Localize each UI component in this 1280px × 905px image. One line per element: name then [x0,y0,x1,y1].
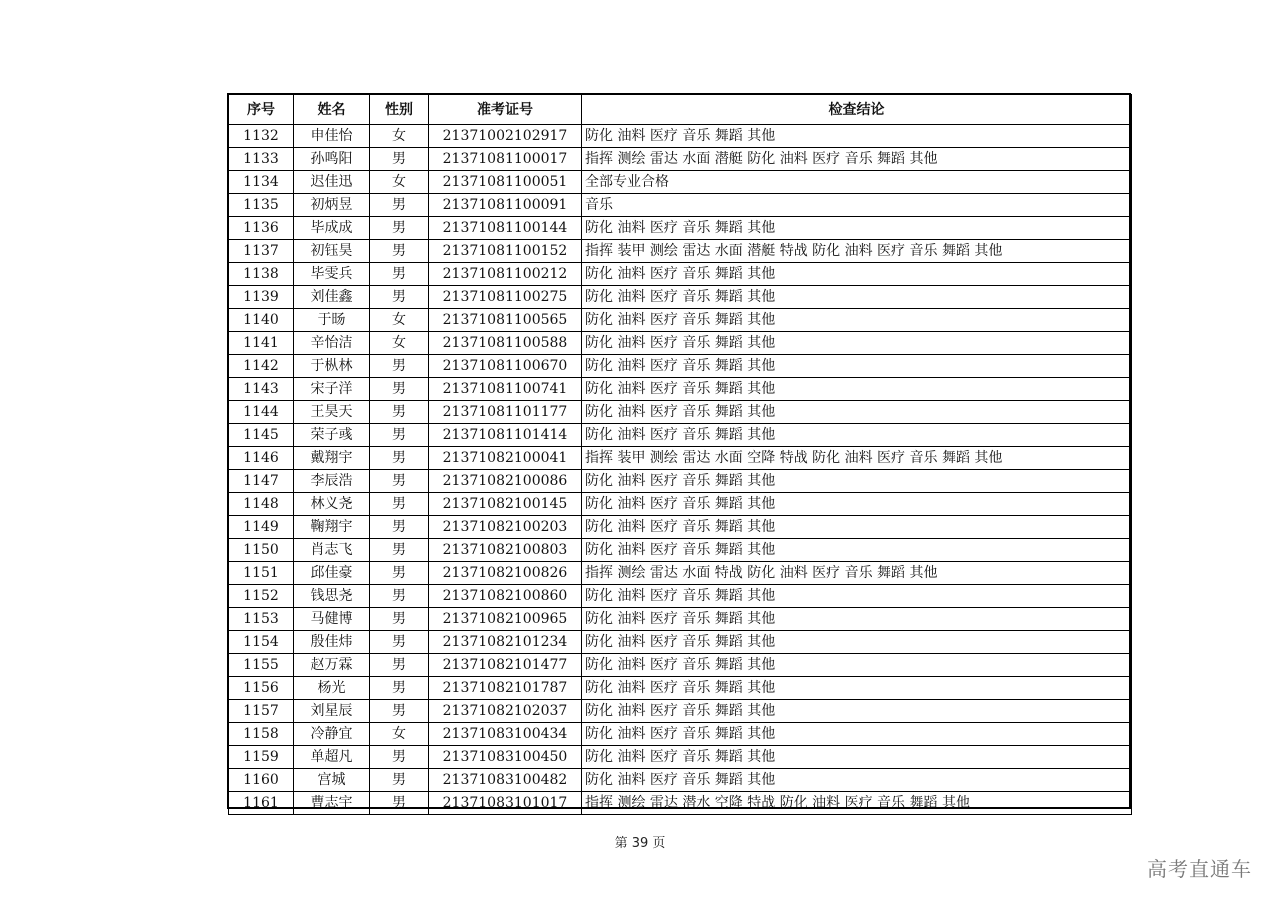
row-index: 1151 [229,562,294,585]
row-index: 1134 [229,171,294,194]
row-exam-id: 21371081101414 [429,424,582,447]
row-name: 孙鸣阳 [294,148,370,171]
row-index: 1152 [229,585,294,608]
row-exam-id: 21371081100741 [429,378,582,401]
row-index: 1143 [229,378,294,401]
table-row [229,355,1132,378]
row-index: 1139 [229,286,294,309]
row-index: 1156 [229,677,294,700]
row-gender: 男 [370,539,429,562]
table-row [229,194,1132,217]
row-conclusion: 防化 油料 医疗 音乐 舞蹈 其他 [582,631,1132,654]
row-conclusion: 防化 油料 医疗 音乐 舞蹈 其他 [582,585,1132,608]
table-row [229,792,1132,815]
row-name: 殷佳炜 [294,631,370,654]
table-row [229,562,1132,585]
row-name: 赵万霖 [294,654,370,677]
row-gender: 女 [370,125,429,148]
row-exam-id: 21371082101234 [429,631,582,654]
row-exam-id: 21371083100450 [429,746,582,769]
row-conclusion: 防化 油料 医疗 音乐 舞蹈 其他 [582,332,1132,355]
row-conclusion: 防化 油料 医疗 音乐 舞蹈 其他 [582,125,1132,148]
row-exam-id: 21371082100826 [429,562,582,585]
row-gender: 女 [370,171,429,194]
row-index: 1153 [229,608,294,631]
row-gender: 男 [370,424,429,447]
row-name: 王昊天 [294,401,370,424]
row-gender: 男 [370,677,429,700]
row-exam-id: 21371082102037 [429,700,582,723]
row-gender: 男 [370,240,429,263]
row-exam-id: 21371082100965 [429,608,582,631]
row-name: 肖志飞 [294,539,370,562]
table-row [229,723,1132,746]
table-row [229,148,1132,171]
row-name: 戴翔宇 [294,447,370,470]
row-index: 1146 [229,447,294,470]
row-conclusion: 防化 油料 医疗 音乐 舞蹈 其他 [582,263,1132,286]
row-index: 1138 [229,263,294,286]
table-row [229,516,1132,539]
table-row [229,493,1132,516]
row-index: 1141 [229,332,294,355]
row-gender: 男 [370,792,429,815]
table-row [229,539,1132,562]
row-index: 1137 [229,240,294,263]
row-name: 刘佳鑫 [294,286,370,309]
row-gender: 男 [370,401,429,424]
row-index: 1147 [229,470,294,493]
table-row [229,401,1132,424]
row-index: 1148 [229,493,294,516]
row-name: 初炳昱 [294,194,370,217]
row-exam-id: 21371083100434 [429,723,582,746]
row-gender: 男 [370,263,429,286]
row-name: 冷静宜 [294,723,370,746]
row-conclusion: 音乐 [582,194,1132,217]
row-index: 1158 [229,723,294,746]
row-conclusion: 防化 油料 医疗 音乐 舞蹈 其他 [582,470,1132,493]
row-conclusion: 防化 油料 医疗 音乐 舞蹈 其他 [582,217,1132,240]
row-exam-id: 21371081100275 [429,286,582,309]
row-conclusion: 防化 油料 医疗 音乐 舞蹈 其他 [582,654,1132,677]
row-index: 1157 [229,700,294,723]
row-conclusion: 防化 油料 医疗 音乐 舞蹈 其他 [582,309,1132,332]
row-exam-id: 21371082101787 [429,677,582,700]
table-row [229,654,1132,677]
row-name: 荣子彧 [294,424,370,447]
header-conclusion: 检查结论 [582,95,1132,125]
table-row [229,217,1132,240]
row-conclusion: 防化 油料 医疗 音乐 舞蹈 其他 [582,355,1132,378]
row-name: 宫城 [294,769,370,792]
row-gender: 女 [370,332,429,355]
table-row [229,332,1132,355]
page-number: 第 39 页 [614,836,666,851]
header-exam-id: 准考证号 [429,95,582,125]
row-gender: 男 [370,516,429,539]
row-gender: 男 [370,217,429,240]
row-gender: 男 [370,355,429,378]
table-row [229,171,1132,194]
row-name: 钱思尧 [294,585,370,608]
row-name: 于旸 [294,309,370,332]
row-gender: 男 [370,769,429,792]
row-gender: 男 [370,447,429,470]
row-index: 1145 [229,424,294,447]
row-index: 1140 [229,309,294,332]
table-row [229,125,1132,148]
row-name: 马健博 [294,608,370,631]
row-exam-id: 21371081100017 [429,148,582,171]
row-gender: 男 [370,654,429,677]
row-exam-id: 21371081100152 [429,240,582,263]
row-name: 毕雯兵 [294,263,370,286]
row-name: 单超凡 [294,746,370,769]
row-gender: 男 [370,746,429,769]
header-name: 姓名 [294,95,370,125]
row-name: 宋子洋 [294,378,370,401]
row-conclusion: 防化 油料 医疗 音乐 舞蹈 其他 [582,539,1132,562]
row-name: 于枞林 [294,355,370,378]
row-index: 1160 [229,769,294,792]
row-gender: 男 [370,585,429,608]
row-conclusion: 指挥 测绘 雷达 水面 潜艇 防化 油料 医疗 音乐 舞蹈 其他 [582,148,1132,171]
row-index: 1132 [229,125,294,148]
row-exam-id: 21371082100860 [429,585,582,608]
row-name: 迟佳迅 [294,171,370,194]
row-exam-id: 21371082100086 [429,470,582,493]
row-gender: 男 [370,493,429,516]
table-row [229,378,1132,401]
row-name: 邱佳豪 [294,562,370,585]
table-row [229,424,1132,447]
row-exam-id: 21371082100145 [429,493,582,516]
header-gender: 性别 [370,95,429,125]
row-index: 1154 [229,631,294,654]
row-index: 1159 [229,746,294,769]
row-conclusion: 防化 油料 医疗 音乐 舞蹈 其他 [582,746,1132,769]
row-gender: 男 [370,562,429,585]
table-row [229,700,1132,723]
row-conclusion: 指挥 装甲 测绘 雷达 水面 潜艇 特战 防化 油料 医疗 音乐 舞蹈 其他 [582,240,1132,263]
row-conclusion: 防化 油料 医疗 音乐 舞蹈 其他 [582,424,1132,447]
table-body [229,125,1132,815]
row-conclusion: 防化 油料 医疗 音乐 舞蹈 其他 [582,286,1132,309]
header-index: 序号 [229,95,294,125]
table-row [229,746,1132,769]
row-gender: 男 [370,700,429,723]
row-exam-id: 21371081100144 [429,217,582,240]
row-index: 1161 [229,792,294,815]
table-row [229,240,1132,263]
row-name: 李辰浩 [294,470,370,493]
row-name: 鞠翔宇 [294,516,370,539]
table-row [229,309,1132,332]
row-conclusion: 防化 油料 医疗 音乐 舞蹈 其他 [582,700,1132,723]
row-conclusion: 指挥 测绘 雷达 潜水 空降 特战 防化 油料 医疗 音乐 舞蹈 其他 [582,792,1132,815]
row-gender: 女 [370,309,429,332]
row-index: 1155 [229,654,294,677]
row-conclusion: 指挥 测绘 雷达 水面 特战 防化 油料 医疗 音乐 舞蹈 其他 [582,562,1132,585]
row-exam-id: 21371081100588 [429,332,582,355]
row-index: 1133 [229,148,294,171]
row-conclusion: 防化 油料 医疗 音乐 舞蹈 其他 [582,401,1132,424]
row-index: 1150 [229,539,294,562]
row-conclusion: 防化 油料 医疗 音乐 舞蹈 其他 [582,493,1132,516]
row-index: 1142 [229,355,294,378]
table-row [229,585,1132,608]
row-name: 曹志宇 [294,792,370,815]
table-row [229,769,1132,792]
row-exam-id: 21371082100041 [429,447,582,470]
watermark: 高考直通车 [1147,857,1252,881]
row-index: 1136 [229,217,294,240]
row-exam-id: 21371081100565 [429,309,582,332]
row-name: 初钰昊 [294,240,370,263]
table-header-row [229,95,1132,125]
row-gender: 男 [370,286,429,309]
row-index: 1149 [229,516,294,539]
row-conclusion: 指挥 装甲 测绘 雷达 水面 空降 特战 防化 油料 医疗 音乐 舞蹈 其他 [582,447,1132,470]
results-table [228,94,1132,815]
table-row [229,608,1132,631]
row-exam-id: 21371082100203 [429,516,582,539]
row-name: 申佳怡 [294,125,370,148]
row-name: 毕成成 [294,217,370,240]
row-name: 杨光 [294,677,370,700]
row-exam-id: 21371082101477 [429,654,582,677]
row-name: 辛怡洁 [294,332,370,355]
row-conclusion: 防化 油料 医疗 音乐 舞蹈 其他 [582,677,1132,700]
row-exam-id: 21371081100091 [429,194,582,217]
row-gender: 男 [370,608,429,631]
row-conclusion: 防化 油料 医疗 音乐 舞蹈 其他 [582,769,1132,792]
table-row [229,447,1132,470]
table-row [229,677,1132,700]
row-name: 刘星辰 [294,700,370,723]
row-exam-id: 21371083100482 [429,769,582,792]
row-exam-id: 21371081100212 [429,263,582,286]
row-exam-id: 21371081101177 [429,401,582,424]
row-conclusion: 防化 油料 医疗 音乐 舞蹈 其他 [582,723,1132,746]
row-gender: 女 [370,723,429,746]
row-gender: 男 [370,470,429,493]
row-conclusion: 防化 油料 医疗 音乐 舞蹈 其他 [582,608,1132,631]
row-gender: 男 [370,148,429,171]
row-gender: 男 [370,378,429,401]
row-conclusion: 全部专业合格 [582,171,1132,194]
row-exam-id: 21371081100670 [429,355,582,378]
row-exam-id: 21371002102917 [429,125,582,148]
row-exam-id: 21371083101017 [429,792,582,815]
row-exam-id: 21371082100803 [429,539,582,562]
row-gender: 男 [370,194,429,217]
table-row [229,631,1132,654]
table-row [229,470,1132,493]
row-index: 1144 [229,401,294,424]
row-index: 1135 [229,194,294,217]
row-exam-id: 21371081100051 [429,171,582,194]
row-name: 林义尧 [294,493,370,516]
table-row [229,286,1132,309]
row-gender: 男 [370,631,429,654]
table-row [229,263,1132,286]
row-conclusion: 防化 油料 医疗 音乐 舞蹈 其他 [582,516,1132,539]
row-conclusion: 防化 油料 医疗 音乐 舞蹈 其他 [582,378,1132,401]
